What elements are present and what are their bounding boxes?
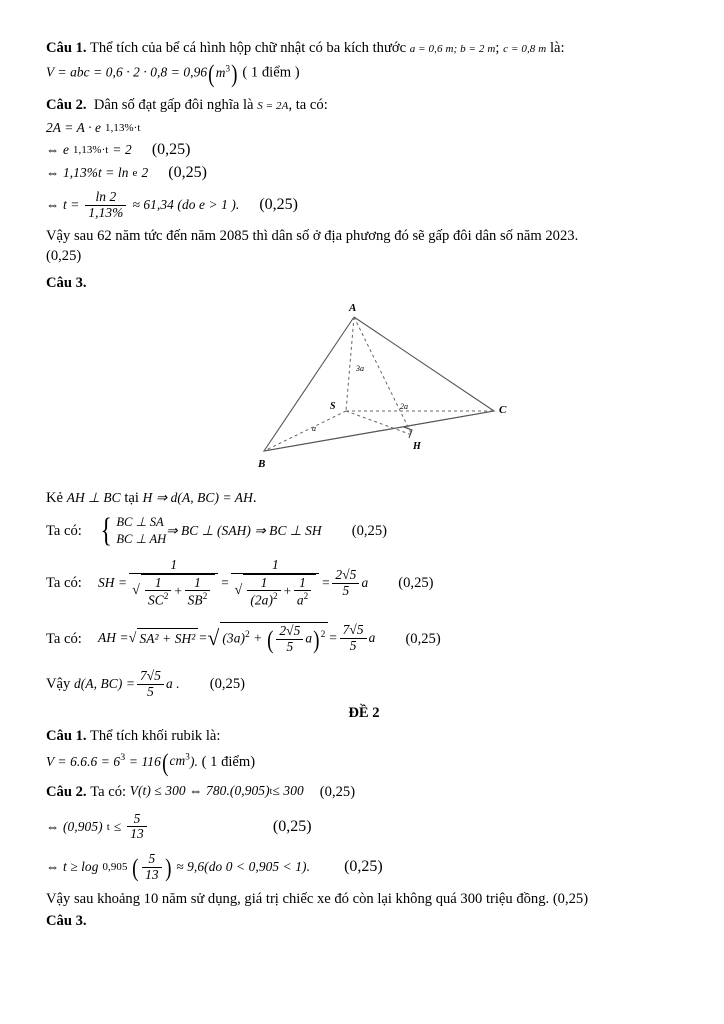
de2-cau2-label: Câu 2. [46, 783, 87, 800]
svg-text:C: C [499, 403, 507, 416]
de2-cau1-text: Thể tích khối rubik là: [89, 728, 221, 745]
section-cau1 [46, 38, 682, 88]
f2a-num: 1 [260, 574, 268, 590]
cau3-taco-ah [46, 622, 682, 654]
cau1-points: ( 1 điểm ) [242, 64, 300, 81]
cau1-unit: m [215, 64, 226, 80]
f2b-den: a [296, 592, 304, 608]
cau3-vay-den: 5 [147, 683, 154, 699]
de2-title: ĐỀ 2 [348, 705, 380, 722]
cau3-ah-rad2-fden: 5 [286, 639, 294, 655]
de2-cau3-label: Câu 3. [46, 912, 87, 929]
system-brace: { [100, 512, 112, 550]
cau3-ah-rad2-tail: a [305, 630, 313, 646]
cau3-vay [46, 669, 682, 699]
cau1-statement [46, 38, 682, 58]
cau3-sh-eq1: = [220, 574, 230, 590]
cau1-dims-2: c = 0,8 m [503, 43, 547, 55]
de2-cau2-step2-sub: 0,905 [102, 861, 128, 874]
system-row-1: BC ⊥ SA [116, 514, 164, 529]
cau2-step1-exp: 1,13%·t [105, 121, 141, 134]
section-cau2 [46, 95, 682, 267]
cau3-sh-fraction-2 [231, 558, 319, 609]
cau2-step3-note: (0,25) [168, 163, 207, 181]
f1b-den: SB [187, 592, 203, 608]
cau3-ah-note: (0,25) [405, 630, 441, 647]
de2-cau2-conclusion: Vậy sau khoảng 10 năm sử dụng, giá trị chiếc xe đó còn lại không quá 300 triệu đồng. (0,25) [46, 890, 589, 907]
system-row-2: BC ⊥ AH [116, 531, 167, 546]
de2-cau2-step2-num: 5 [142, 852, 162, 868]
de2-cau2-step-1 [46, 812, 682, 842]
de2-cau1-formula-tail: = 116 [128, 753, 161, 769]
cau3-label: Câu 3. [46, 274, 87, 291]
cau2-statement [46, 95, 682, 115]
de2-cau2-math-exp: t [269, 785, 273, 797]
section-de2-cau2 [46, 782, 682, 909]
cau3-ke-mid: tại [124, 489, 139, 506]
de2-cau2-step1-note: (0,25) [272, 817, 312, 835]
cau3-sh-res-den: 5 [342, 582, 350, 598]
cau3-vay-num: 7√5 [137, 669, 164, 685]
f2b-num: 1 [299, 574, 306, 590]
de2-cau2-text: Ta có: [90, 783, 127, 800]
cau1-formula-line: V = abc = $0,6 \cdot 2 \cdot 0,8 = 0,96(m^3)$ ( 1 điểm ) [46, 58, 300, 88]
cau3-ah-rad1: SA² + SH² [137, 628, 198, 649]
cau3-ah-eq2: = [328, 630, 338, 646]
cau2-step4-note: (0,25) [259, 196, 298, 214]
cau3-sh-note: (0,25) [398, 575, 434, 592]
svg-text:B: B [258, 457, 266, 470]
cau3-vay-tail: a . [166, 675, 180, 691]
de2-cau1-formula-math: V = 6.6.6 = 6 [46, 753, 121, 769]
cau2-conclusion-points: (0,25) [46, 248, 82, 265]
de2-cau2-step2-tail: ≈ 9,6(do 0 < 0,905 < 1). [176, 859, 311, 875]
de2-cau2-step1-den: 13 [130, 826, 144, 842]
cau2-label: Câu 2. [46, 96, 87, 113]
cau2-step4-tail: ≈ 61,34 (do e > 1 ). [132, 197, 240, 213]
de2-cau1-formula: $V = 6.6.6 = 6^3 = 116(cm^3)$. ( 1 điểm) [46, 747, 256, 777]
de2-cau2-statement [46, 782, 682, 802]
cau3-ah-rad2-fnum: 2√5 [276, 624, 303, 640]
cau1-sep: ; [495, 40, 500, 56]
de2-cau2-note: (0,25) [319, 783, 356, 800]
cau2-S-eq: S = 2A [257, 99, 289, 112]
cau2-step2-tail: = 2 [112, 141, 132, 157]
cau3-vay-prefix: Vậy [46, 676, 71, 693]
de2-cau1-unit: cm [169, 753, 186, 769]
de2-cau2-step1-exp: t [106, 820, 110, 833]
de2-cau1-formula-end: ). [189, 753, 198, 769]
cau3-ke-math2: H ⇒ d(A, BC) = AH [142, 489, 253, 505]
de2-cau2-math: V(t) ≤ 300 ⇔ 780.(0,905) [129, 783, 270, 799]
cau2-step4-den: 1,13% [88, 204, 124, 220]
cau2-step1-math: 2A = A · e [46, 119, 102, 135]
cau2-step3-sub: e [132, 166, 138, 179]
cau3-sh-result-fraction [332, 568, 359, 598]
de2-cau2-math-tail: ≤ 300 [272, 783, 304, 799]
de2-cau2-step1-mid: ≤ [113, 818, 122, 834]
cau3-sh-f2-num: 1 [231, 558, 319, 574]
cau3-ke-tail: . [252, 489, 257, 506]
cau1-label: Câu 1. [46, 40, 87, 56]
cau3-ke-prefix: Kẻ [46, 489, 64, 506]
cau1-text: Thể tích của bể cá hình hộp chữ nhật có ba kích thước [89, 40, 407, 56]
cau3-system-note: (0,25) [351, 522, 387, 539]
cau3-taco-system [46, 514, 682, 548]
de2-cau2-step1-lead: ⇔ (0,905) [46, 818, 103, 834]
cau3-ke-math1: AH ⊥ BC [66, 489, 121, 505]
cau2-step4-num: ln 2 [85, 190, 126, 206]
svg-text:H: H [413, 440, 421, 452]
cau1-dims-1: a = 0,6 m; b = 2 m [409, 43, 496, 55]
cau3-perp-system [98, 514, 166, 548]
cau3-ah-res-num: 7√5 [340, 623, 367, 639]
cau3-ah-sqrt-1: √ SA² + SH² [129, 628, 199, 649]
cau2-step3-math: ⇔ 1,13%t = ln [46, 164, 129, 180]
cau2-step3-tail: 2 [141, 164, 149, 180]
de2-cau1-formula-exp: 3 [120, 751, 126, 763]
de2-cau2-step2-lead: ⇔ t ≥ log [46, 859, 99, 875]
cau2-step2-math: ⇔ e [46, 141, 69, 157]
cau2-step2-exp: 1,13%·t [72, 143, 109, 156]
section-cau3 [46, 273, 682, 700]
cau3-vay-math: d(A, BC) = [73, 675, 135, 691]
cau3-sh-res-num: 2√5 [332, 568, 359, 584]
de2-cau2-step1-fraction [127, 812, 147, 842]
cau3-taco-sh [46, 558, 682, 609]
de2-cau1-unit-exp: 3 [185, 751, 190, 762]
svg-text:2a: 2a [400, 401, 408, 411]
cau3-ah-rad2-a: (3a) [222, 630, 246, 646]
cau3-ah-rad2-plus: + [253, 630, 263, 646]
cau2-text-tail: , ta có: [288, 96, 328, 113]
de2-cau1-statement [46, 726, 682, 746]
cau1-unit-exp: 3 [225, 63, 231, 74]
cau3-ah-eq1: = [198, 630, 208, 646]
f1b-num: 1 [194, 574, 201, 590]
cau3-sh-f2-den: √ $\frac{1}{(2a)^2}$ + $\frac{1}{a^2}$ [231, 574, 319, 609]
pyramid-svg [194, 299, 534, 479]
cau2-conclusion: Vậy sau 62 năm tức đến năm 2085 thì dân số ở địa phương đó sẽ gấp đôi dân số năm 2023. [46, 228, 579, 245]
cau3-ke-line [46, 488, 682, 508]
cau3-taco-prefix-1: Ta có: [46, 522, 82, 539]
svg-text:S: S [330, 400, 336, 412]
cau3-sh-fraction-1 [129, 558, 218, 609]
cau3-ah-res-tail: a [368, 630, 376, 646]
f1a-den: SC [147, 592, 164, 608]
de2-cau2-step2-note: (0,25) [344, 858, 383, 876]
de2-cau1-label: Câu 1. [46, 728, 87, 745]
cau2-text: Dân số đạt gấp đôi nghĩa là [93, 96, 254, 113]
cau3-ah-sqrt-2: √ $(3a)^2$ + ( $\frac{2√5}{5}$ a)$^2$ [208, 622, 329, 654]
f1a-num: 1 [154, 574, 162, 590]
svg-text:A: A [349, 301, 357, 314]
cau2-step-1 [46, 120, 682, 136]
cau2-step2-note: (0,25) [151, 140, 191, 158]
de2-cau1-points: ( 1 điểm) [201, 753, 256, 770]
de2-cau2-step1-num: 5 [127, 812, 147, 828]
cau3-sh-eq2: = [321, 574, 331, 590]
f2a-den: (2a) [250, 592, 274, 608]
cau3-ah-res-den: 5 [349, 638, 357, 654]
section-de2-cau1 [46, 726, 682, 777]
cau1-text-tail: là: [549, 40, 565, 56]
cau2-step4-math: ⇔ t = [46, 197, 80, 213]
cau2-step-2 [46, 141, 682, 159]
cau3-vay-note: (0,25) [209, 676, 245, 693]
cau3-taco-prefix-3: Ta có: [46, 630, 82, 647]
de2-cau2-step2-den: 13 [145, 866, 159, 882]
pyramid-diagram [46, 299, 682, 484]
cau3-sh-res-tail: a [361, 574, 369, 590]
cau1-formula: V = abc = 0,6 · 2 · 0,8 = 0,96 [46, 64, 208, 80]
cau3-sh-lhs: SH = [98, 574, 128, 590]
cau3-sh-f1-den: √ $\frac{1}{SC^2}$ + $\frac{1}{SB^2}$ [129, 574, 218, 609]
cau3-vay-fraction [137, 669, 164, 699]
cau2-step4-fraction [85, 190, 126, 220]
de2-cau2-step-2: ⇔ t ≥ log 0,905 ( $\frac{5}{13}$ ) ≈ 9,6(do 0 < 0,905 < 1). (0,25) [46, 851, 383, 882]
svg-text:3a: 3a [356, 363, 364, 373]
cau3-sh-f1-num: 1 [129, 558, 218, 574]
cau3-ah-result-fraction [340, 623, 367, 653]
cau3-ah-lhs: AH = [98, 630, 129, 646]
cau2-step-3 [46, 164, 682, 182]
cau2-step-4 [46, 190, 682, 220]
svg-text:a: a [312, 423, 316, 433]
cau3-taco-prefix-2: Ta có: [46, 575, 82, 592]
cau3-system-result: ⇒ BC ⊥ (SAH) ⇒ BC ⊥ SH [166, 522, 322, 538]
